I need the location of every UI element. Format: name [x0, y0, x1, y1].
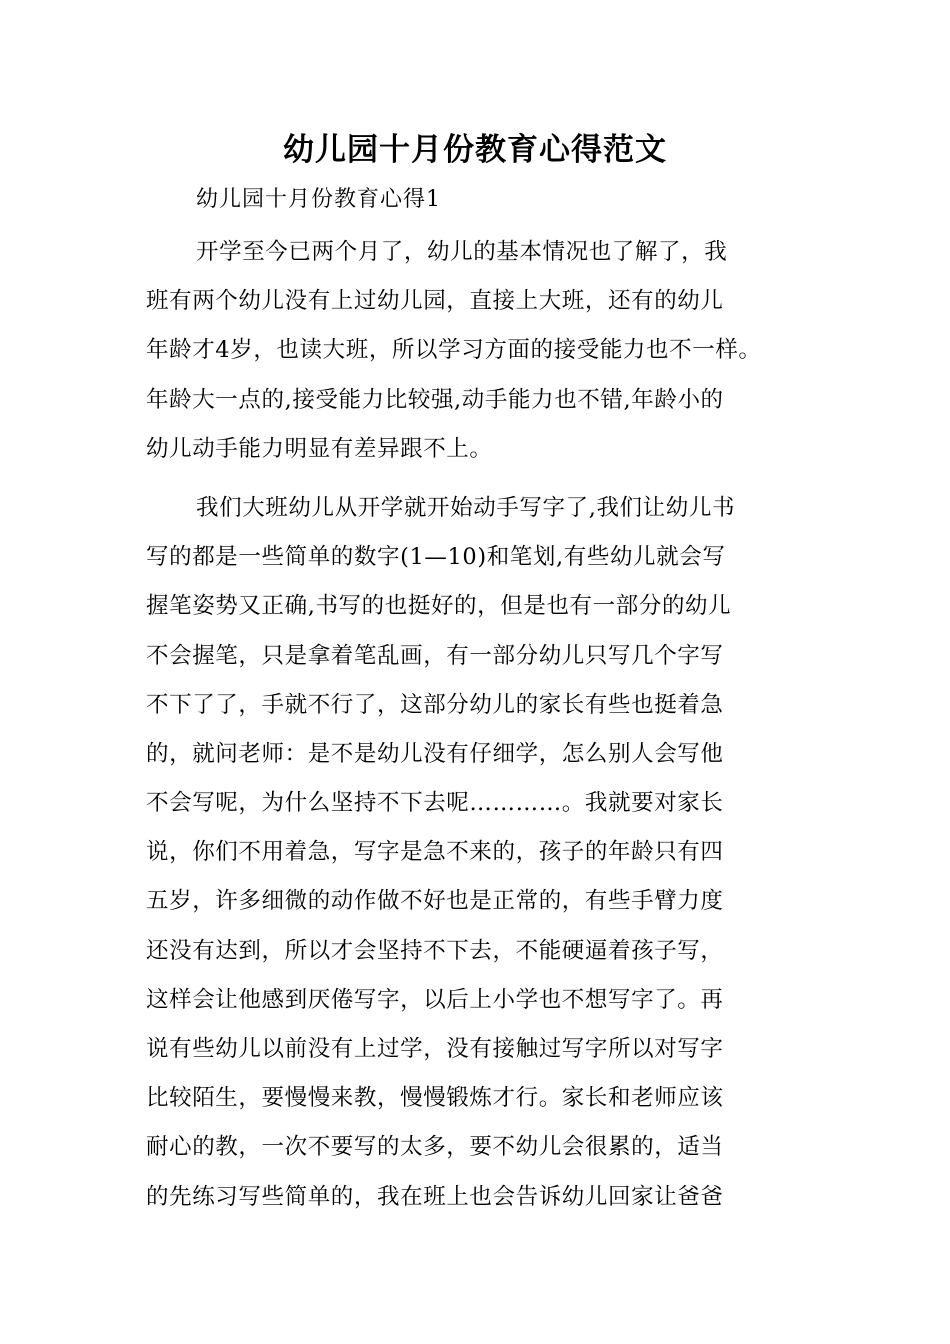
- text-line: 握笔姿势又正确,书写的也挺好的，但是也有一部分的幼儿: [146, 593, 732, 620]
- text-line: 这样会让他感到厌倦写字，以后上小学也不想写字了。再: [146, 986, 724, 1013]
- text-line: 不会握笔，只是拿着笔乱画，有一部分幼儿只写几个字写: [146, 642, 724, 669]
- paragraph-1: [146, 228, 812, 474]
- document-title: 幼儿园十月份教育心得范文: [283, 132, 667, 168]
- text-line: 说，你们不用着急，写字是急不来的，孩子的年龄只有四: [146, 839, 724, 866]
- text-line: 年龄大一点的,接受能力比较强,动手能力也不错,年龄小的: [146, 386, 724, 413]
- text-line: 耐心的教，一次不要写的太多，要不幼儿会很累的，适当: [146, 1134, 724, 1161]
- text-line: 开学至今已两个月了，幼儿的基本情况也了解了，我: [196, 239, 728, 265]
- text-line: 不会写呢，为什么坚持不下去呢…………。我就要对家长: [146, 790, 724, 817]
- text-line: 还没有达到，所以才会坚持不下去，不能硬逼着孩子写，: [146, 937, 724, 964]
- text-line: 的先练习写些简单的，我在班上也会告诉幼儿回家让爸爸: [146, 1183, 724, 1210]
- text-line: 写的都是一些简单的数字(1—10)和笔划,有些幼儿就会写: [146, 544, 726, 571]
- document-subtitle: 幼儿园十月份教育心得1: [196, 187, 441, 212]
- text-line: 说有些幼儿以前没有上过学，没有接触过写字所以对写字: [146, 1036, 724, 1062]
- text-line: 的，就问老师：是不是幼儿没有仔细学，怎么别人会写他: [146, 740, 724, 767]
- document-body: [146, 228, 812, 1222]
- paragraph-2: [146, 484, 812, 1222]
- text-line: 幼儿动手能力明显有差异跟不上。: [146, 435, 493, 462]
- text-line: 年龄才4岁，也读大班，所以学习方面的接受能力也不一样。: [146, 337, 762, 364]
- paragraph-gap: [146, 474, 812, 484]
- text-line: 班有两个幼儿没有上过幼儿园，直接上大班，还有的幼儿: [146, 288, 724, 315]
- text-line: 不下了了，手就不行了，这部分幼儿的家长有些也挺着急: [146, 691, 724, 718]
- text-line: 五岁，许多细微的动作做不好也是正常的，有些手臂力度: [146, 888, 724, 915]
- text-line: 我们大班幼儿从开学就开始动手写字了,我们让幼儿书: [196, 494, 736, 521]
- text-line: 比较陌生，要慢慢来教，慢慢锻炼才行。家长和老师应该: [146, 1085, 724, 1112]
